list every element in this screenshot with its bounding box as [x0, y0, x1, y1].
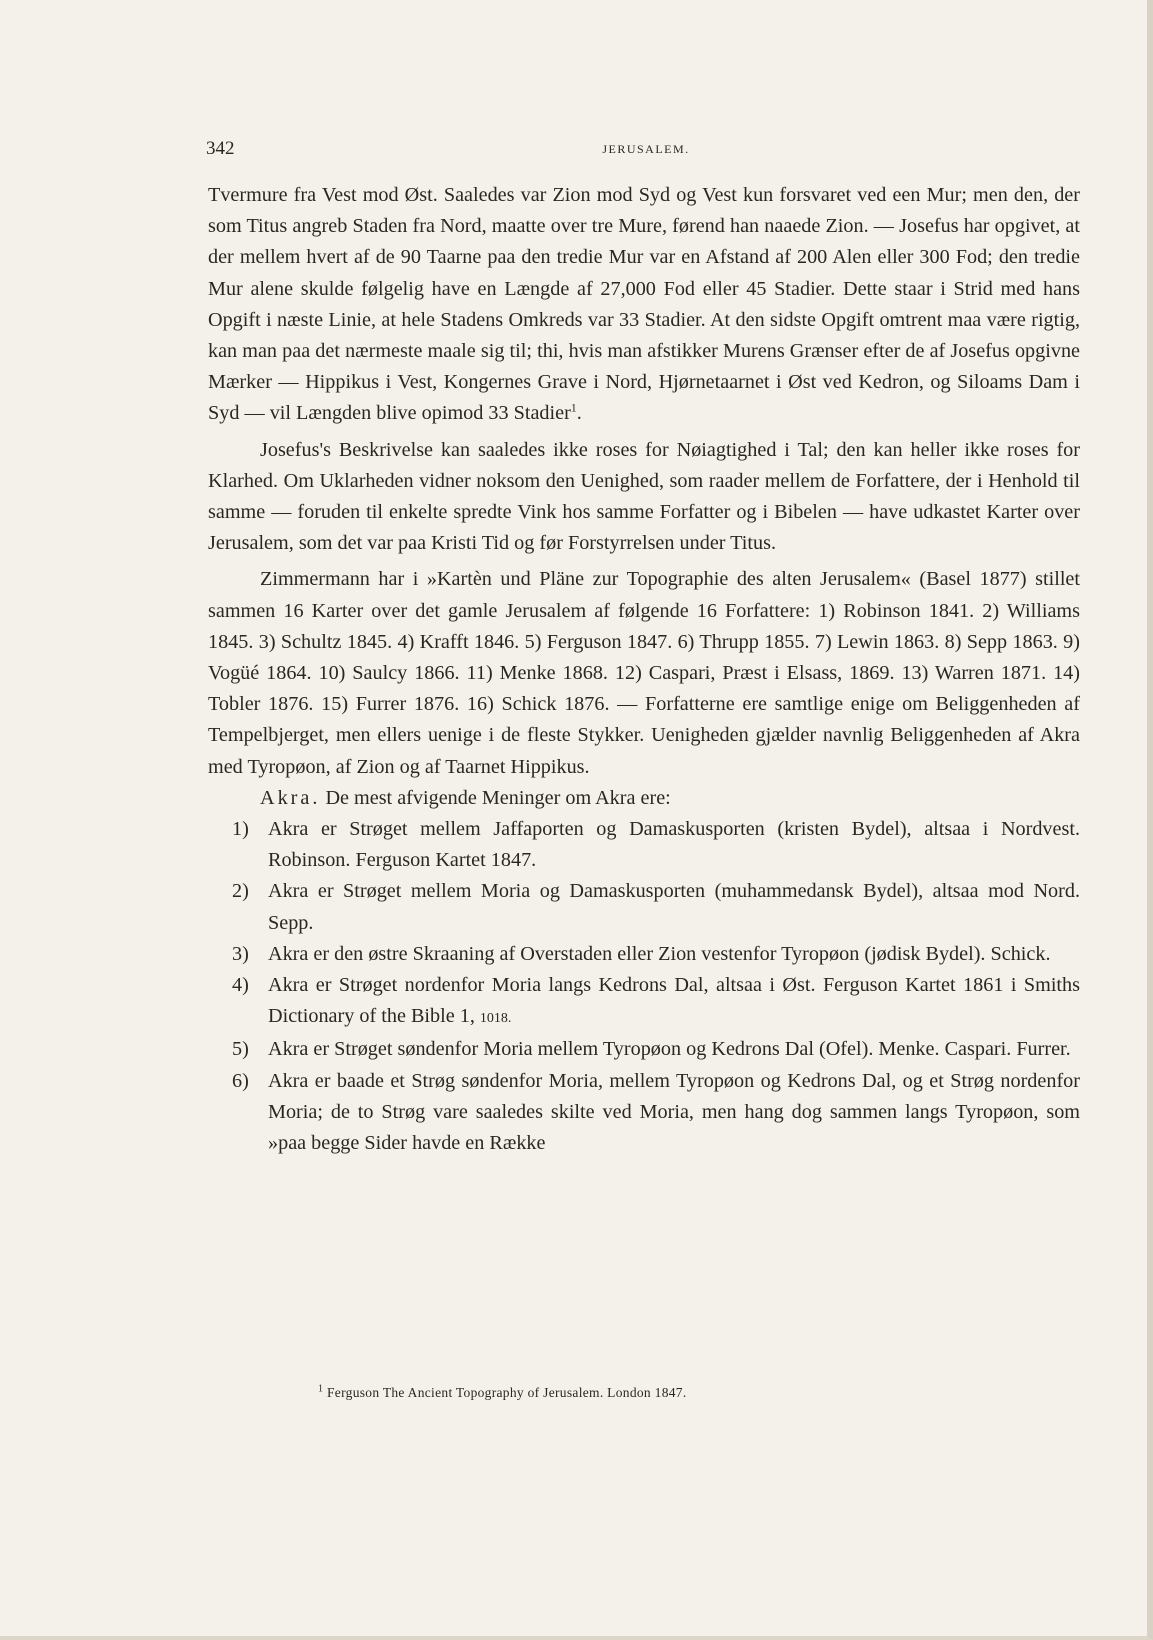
- footnote-ref: 1: [570, 400, 577, 415]
- paragraph-2: Josefus's Beskrivelse kan saaledes ikke roses for Nøiagtighed i Tal; den kan heller ikke roses for Klarhed. Om Uklarheden vidner noksom den Uenighed, som raader mellem de Forfattere, der i Henhold til samme — foruden til enkelte spredte Vink hos samme Forfatter og i Bibelen — have udkastet Karter over Jerusalem, som det var paa Kristi Tid og før Forstyrrelsen under Titus.: [208, 438, 1080, 555]
- footnote-marker: 1: [318, 1383, 324, 1395]
- page-body: [208, 180, 1080, 1159]
- list-number: 1): [232, 818, 249, 841]
- list-item-text: Akra er Strøget søndenfor Moria mellem Tyropøon og Kedrons Dal (Ofel). Menke. Caspari. Furrer.: [268, 1038, 1071, 1061]
- list-item-text: Akra er den østre Skraaning af Overstaden eller Zion vestenfor Tyropøon (jødisk Bydel). Schick.: [268, 942, 1051, 965]
- list-item: [208, 970, 1080, 1034]
- list-item-text: Akra er Strøget nordenfor Moria langs Kedrons Dal, altsaa i Øst. Ferguson Kartet 1861 i Smiths Dictionary of the Bible 1,: [268, 974, 1080, 1028]
- akra-list: [208, 814, 1080, 1159]
- list-number: 3): [232, 942, 249, 965]
- akra-heading: Akra.: [260, 786, 321, 809]
- list-item: [208, 939, 1080, 970]
- list-item-text: Akra er baade et Strøg søndenfor Moria, mellem Tyropøon og Kedrons Dal, og et Strøg nordenfor Moria; de to Strøg vare saaledes skilte ved Moria, men hang dog sammen langs Tyropøon, som »paa begge Sider havde en Række: [268, 1069, 1080, 1155]
- footnote: [318, 1385, 687, 1401]
- paragraph-1-text: Tvermure fra Vest mod Øst. Saaledes var Zion mod Syd og Vest kun forsvaret ved een Mur; men den, der som Titus angreb Staden fra Nord, maatte over tre Mure, førend han naaede Zion. — Josefus har opgivet, at der mellem hvert af de 90 Taarne paa den tredie Mur var en Afstand af 200 Alen eller 300 Fod; den tredie Mur alene skulde følgelig have en Længde af 27,000 Fod eller 45 Stadier. Dette staar i Strid med hans Opgift i næste Linie, at hele Stadens Omkreds var 33 Stadier. At den sidste Opgift omtrent maa være rigtig, kan man paa det nærmeste maale sig til; thi, hvis man afstikker Murens Grænser efter de af Josefus opgivne Mærker — Hippikus i Vest, Kongernes Grave i Nord, Hjørnetaarnet i Øst ved Kedron, og Siloams Dam i Syd — vil Længden blive opimod 33 Stadier: [208, 184, 1080, 425]
- list-number: 4): [232, 974, 249, 997]
- page-header: [206, 138, 1086, 162]
- list-item-text: Akra er Strøget mellem Moria og Damaskusporten (muhammedansk Bydel), altsaa mod Nord. Sepp.: [268, 880, 1080, 934]
- list-number: 2): [232, 880, 249, 903]
- footnote-text: Ferguson The Ancient Topography of Jerusalem. London 1847.: [327, 1385, 687, 1400]
- list-item: [208, 814, 1080, 876]
- list-item: [208, 1034, 1080, 1065]
- list-item: [208, 1066, 1080, 1160]
- paragraph-3: Zimmermann har i »Kartèn und Pläne zur Topographie des alten Jerusalem« (Basel 1877) stillet sammen 16 Karter over det gamle Jerusalem af følgende 16 Forfattere: 1) Robinson 1841. 2) Williams 1845. 3) Schultz 1845. 4) Krafft 1846. 5) Ferguson 1847. 6) Thrupp 1855. 7) Lewin 1863. 8) Sepp 1863. 9) Vogüé 1864. 10) Saulcy 1866. 11) Menke 1868. 12) Caspari, Præst i Elsass, 1869. 13) Warren 1871. 14) Tobler 1876. 15) Furrer 1876. 16) Schick 1876. — Forfatterne ere samtlige enige om Beliggenheden af Tempelbjerget, men ellers uenige i de fleste Stykker. Uenigheden gjælder navnlig Beliggenheden af Akra med Tyropøon, af Zion og af Taarnet Hippikus.: [208, 568, 1080, 778]
- list-number: 6): [232, 1069, 249, 1092]
- list-item: [208, 876, 1080, 938]
- list-number: 5): [232, 1038, 249, 1061]
- running-head: JERUSALEM.: [602, 142, 690, 156]
- akra-intro: [208, 783, 1080, 814]
- list-item-page-ref: 1018.: [479, 1011, 512, 1027]
- list-item-text: Akra er Strøget mellem Jaffaporten og Damaskusporten (kristen Bydel), altsaa i Nordvest. Robinson. Ferguson Kartet 1847.: [268, 818, 1080, 872]
- paragraph-1: Tvermure fra Vest mod Øst. Saaledes var Zion mod Syd og Vest kun forsvaret ved een Mur; men den, der som Titus angreb Staden fra Nord, maatte over tre Mure, førend han naaede Zion. — Josefus har opgivet, at der mellem hvert af de 90 Taarne paa den tredie Mur var en Afstand af 200 Alen eller 300 Fod; den tredie Mur alene skulde følgelig have en Længde af 27,000 Fod eller 45 Stadier. Dette staar i Strid med hans Opgift i næste Linie, at hele Stadens Omkreds var 33 Stadier. At den sidste Opgift omtrent maa være rigtig, kan man paa det nærmeste maale sig til; thi, hvis man afstikker Murens Grænser efter de af Josefus opgivne Mærker — Hippikus i Vest, Kongernes Grave i Nord, Hjørnetaarnet i Øst ved Kedron, og Siloams Dam i Syd — vil Længden blive opimod 33 Stadier$^1$.: [208, 184, 1080, 425]
- akra-intro-text: De mest afvigende Meninger om Akra ere:: [325, 786, 671, 809]
- page-number: 342: [206, 138, 235, 159]
